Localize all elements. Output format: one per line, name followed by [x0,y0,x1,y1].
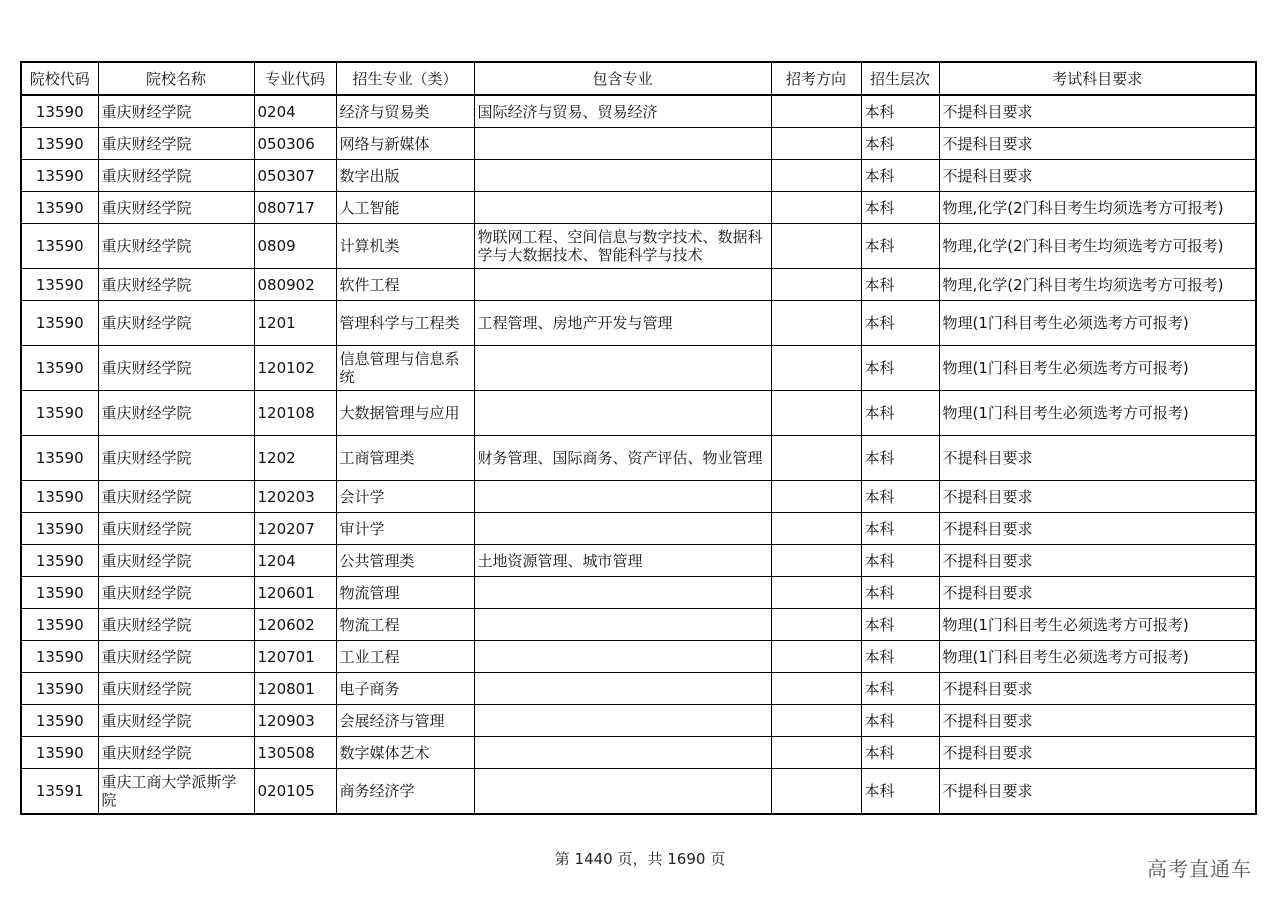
school-name-cell: 重庆财经学院 [98,737,254,769]
direction-cell [771,192,861,224]
major-cell: 电子商务 [336,673,474,705]
subjects-cell: 不提科目要求 [939,513,1256,545]
subjects-cell: 物理,化学(2门科目考生均须选考方可报考) [939,224,1256,269]
major-cell: 数字出版 [336,160,474,192]
header-cell-includes: 包含专业 [474,62,771,95]
table-row [21,301,1256,346]
table-row [21,192,1256,224]
table-row [21,705,1256,737]
header-cell-level: 招生层次 [861,62,939,95]
school-name-cell: 重庆财经学院 [98,673,254,705]
school-code-cell: 13590 [21,545,98,577]
major-cell: 人工智能 [336,192,474,224]
level-cell: 本科 [861,481,939,513]
school-name-cell: 重庆财经学院 [98,391,254,436]
school-name-cell: 重庆财经学院 [98,513,254,545]
school-code-cell: 13590 [21,391,98,436]
school-name-cell: 重庆财经学院 [98,577,254,609]
table-row [21,224,1256,269]
school-code-cell: 13590 [21,346,98,391]
direction-cell [771,301,861,346]
major-cell: 网络与新媒体 [336,128,474,160]
table-row [21,481,1256,513]
includes-cell [474,481,771,513]
includes-cell [474,391,771,436]
subjects-cell: 不提科目要求 [939,673,1256,705]
header-cell-major: 招生专业（类） [336,62,474,95]
major-cell: 商务经济学 [336,769,474,815]
school-name-cell: 重庆财经学院 [98,436,254,481]
includes-cell [474,609,771,641]
subjects-cell: 不提科目要求 [939,436,1256,481]
header-cell-school-name: 院校名称 [98,62,254,95]
table-row [21,609,1256,641]
major-cell: 会展经济与管理 [336,705,474,737]
table-row [21,673,1256,705]
direction-cell [771,641,861,673]
includes-cell [474,513,771,545]
subjects-cell: 不提科目要求 [939,160,1256,192]
school-code-cell: 13590 [21,577,98,609]
table-row [21,269,1256,301]
major-code-cell: 120801 [254,673,336,705]
table-row [21,641,1256,673]
includes-cell [474,673,771,705]
major-cell: 管理科学与工程类 [336,301,474,346]
major-cell: 软件工程 [336,269,474,301]
includes-cell [474,160,771,192]
major-cell: 数字媒体艺术 [336,737,474,769]
direction-cell [771,391,861,436]
major-cell: 大数据管理与应用 [336,391,474,436]
school-code-cell: 13590 [21,301,98,346]
direction-cell [771,737,861,769]
direction-cell [771,224,861,269]
direction-cell [771,673,861,705]
includes-cell: 土地资源管理、城市管理 [474,545,771,577]
table-row [21,513,1256,545]
major-cell: 公共管理类 [336,545,474,577]
level-cell: 本科 [861,95,939,128]
table-row [21,545,1256,577]
school-code-cell: 13590 [21,436,98,481]
table-row [21,95,1256,128]
subjects-cell: 不提科目要求 [939,705,1256,737]
subjects-cell: 物理(1门科目考生必须选考方可报考) [939,609,1256,641]
major-code-cell: 020105 [254,769,336,815]
includes-cell: 工程管理、房地产开发与管理 [474,301,771,346]
direction-cell [771,128,861,160]
table-row [21,391,1256,436]
header-cell-major-code: 专业代码 [254,62,336,95]
level-cell: 本科 [861,269,939,301]
includes-cell: 物联网工程、空间信息与数字技术、数据科学与大数据技术、智能科学与技术 [474,224,771,269]
table-row [21,346,1256,391]
level-cell: 本科 [861,609,939,641]
school-name-cell: 重庆财经学院 [98,95,254,128]
direction-cell [771,436,861,481]
major-code-cell: 1204 [254,545,336,577]
major-code-cell: 120701 [254,641,336,673]
table-row [21,577,1256,609]
subjects-cell: 不提科目要求 [939,95,1256,128]
subjects-cell: 不提科目要求 [939,545,1256,577]
page-number: 第 1440 页，共 1690 页 [554,850,726,868]
subjects-cell: 物理,化学(2门科目考生均须选考方可报考) [939,192,1256,224]
direction-cell [771,513,861,545]
major-cell: 审计学 [336,513,474,545]
level-cell: 本科 [861,128,939,160]
direction-cell [771,160,861,192]
major-cell: 工商管理类 [336,436,474,481]
school-name-cell: 重庆财经学院 [98,269,254,301]
watermark: 高考直通车 [1147,857,1252,881]
includes-cell [474,769,771,815]
school-code-cell: 13590 [21,95,98,128]
major-code-cell: 120108 [254,391,336,436]
school-name-cell: 重庆财经学院 [98,481,254,513]
major-code-cell: 080902 [254,269,336,301]
major-code-cell: 080717 [254,192,336,224]
school-name-cell: 重庆财经学院 [98,224,254,269]
table-row [21,737,1256,769]
school-name-cell: 重庆财经学院 [98,192,254,224]
subjects-cell: 物理,化学(2门科目考生均须选考方可报考) [939,269,1256,301]
school-name-cell: 重庆财经学院 [98,301,254,346]
subjects-cell: 物理(1门科目考生必须选考方可报考) [939,641,1256,673]
includes-cell [474,577,771,609]
school-code-cell: 13590 [21,128,98,160]
direction-cell [771,577,861,609]
major-cell: 信息管理与信息系统 [336,346,474,391]
header-cell-school-code: 院校代码 [21,62,98,95]
includes-cell [474,269,771,301]
level-cell: 本科 [861,577,939,609]
direction-cell [771,545,861,577]
direction-cell [771,769,861,815]
level-cell: 本科 [861,545,939,577]
school-code-cell: 13590 [21,269,98,301]
header-cell-subjects: 考试科目要求 [939,62,1256,95]
major-code-cell: 120602 [254,609,336,641]
school-code-cell: 13590 [21,481,98,513]
direction-cell [771,609,861,641]
subjects-cell: 不提科目要求 [939,737,1256,769]
school-code-cell: 13591 [21,769,98,815]
level-cell: 本科 [861,346,939,391]
subjects-cell: 物理(1门科目考生必须选考方可报考) [939,391,1256,436]
major-cell: 经济与贸易类 [336,95,474,128]
major-code-cell: 120903 [254,705,336,737]
school-code-cell: 13590 [21,192,98,224]
direction-cell [771,95,861,128]
school-code-cell: 13590 [21,705,98,737]
school-name-cell: 重庆财经学院 [98,128,254,160]
major-cell: 会计学 [336,481,474,513]
school-name-cell: 重庆财经学院 [98,641,254,673]
direction-cell [771,481,861,513]
level-cell: 本科 [861,160,939,192]
table-row [21,769,1256,815]
level-cell: 本科 [861,673,939,705]
major-code-cell: 0809 [254,224,336,269]
level-cell: 本科 [861,641,939,673]
includes-cell [474,641,771,673]
direction-cell [771,269,861,301]
level-cell: 本科 [861,513,939,545]
major-cell: 物流管理 [336,577,474,609]
major-code-cell: 0204 [254,95,336,128]
school-name-cell: 重庆财经学院 [98,705,254,737]
subjects-cell: 不提科目要求 [939,769,1256,815]
table-row [21,160,1256,192]
major-code-cell: 130508 [254,737,336,769]
major-code-cell: 1201 [254,301,336,346]
major-code-cell: 120601 [254,577,336,609]
level-cell: 本科 [861,769,939,815]
admissions-table [20,61,1257,815]
major-cell: 工业工程 [336,641,474,673]
school-code-cell: 13590 [21,513,98,545]
school-name-cell: 重庆工商大学派斯学院 [98,769,254,815]
subjects-cell: 物理(1门科目考生必须选考方可报考) [939,346,1256,391]
level-cell: 本科 [861,192,939,224]
major-code-cell: 120203 [254,481,336,513]
major-cell: 物流工程 [336,609,474,641]
level-cell: 本科 [861,224,939,269]
level-cell: 本科 [861,705,939,737]
major-code-cell: 050306 [254,128,336,160]
includes-cell: 财务管理、国际商务、资产评估、物业管理 [474,436,771,481]
includes-cell [474,737,771,769]
includes-cell [474,705,771,737]
table-row [21,436,1256,481]
major-code-cell: 050307 [254,160,336,192]
school-code-cell: 13590 [21,609,98,641]
school-name-cell: 重庆财经学院 [98,545,254,577]
major-cell: 计算机类 [336,224,474,269]
subjects-cell: 物理(1门科目考生必须选考方可报考) [939,301,1256,346]
school-code-cell: 13590 [21,641,98,673]
includes-cell [474,192,771,224]
school-code-cell: 13590 [21,160,98,192]
level-cell: 本科 [861,436,939,481]
school-name-cell: 重庆财经学院 [98,609,254,641]
school-name-cell: 重庆财经学院 [98,346,254,391]
header-cell-direction: 招考方向 [771,62,861,95]
level-cell: 本科 [861,391,939,436]
subjects-cell: 不提科目要求 [939,481,1256,513]
includes-cell [474,128,771,160]
school-code-cell: 13590 [21,224,98,269]
includes-cell [474,346,771,391]
major-code-cell: 1202 [254,436,336,481]
level-cell: 本科 [861,737,939,769]
subjects-cell: 不提科目要求 [939,128,1256,160]
major-code-cell: 120207 [254,513,336,545]
header-row [21,62,1256,95]
direction-cell [771,346,861,391]
major-code-cell: 120102 [254,346,336,391]
includes-cell: 国际经济与贸易、贸易经济 [474,95,771,128]
school-name-cell: 重庆财经学院 [98,160,254,192]
subjects-cell: 不提科目要求 [939,577,1256,609]
direction-cell [771,705,861,737]
school-code-cell: 13590 [21,737,98,769]
school-code-cell: 13590 [21,673,98,705]
level-cell: 本科 [861,301,939,346]
table-row [21,128,1256,160]
